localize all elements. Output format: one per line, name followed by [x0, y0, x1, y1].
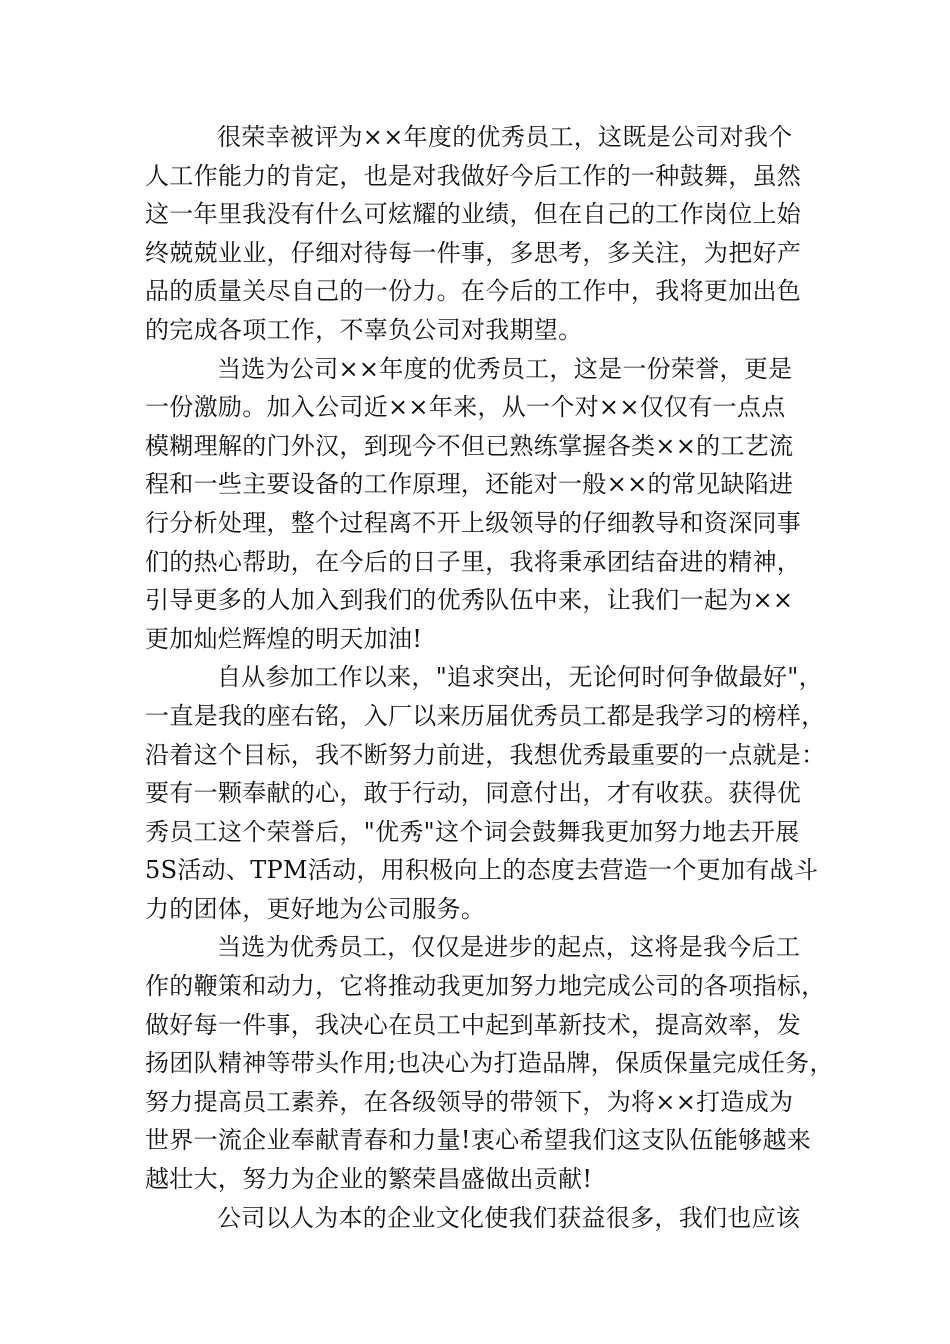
text-line: 一直是我的座右铭，入厂以来历届优秀员工都是我学习的榜样，	[145, 701, 826, 730]
text-line: 行分析处理，整个过程离不开上级领导的仔细教导和资深同事	[145, 508, 802, 537]
text-line: 越壮大，努力为企业的繁荣昌盛做出贡献!	[145, 1165, 593, 1194]
text-line: 力的团体，更好地为公司服务。	[145, 894, 486, 923]
text-line: 做好每一件事，我决心在员工中起到革新技术，提高效率，发	[145, 1010, 802, 1039]
text-line: 引导更多的人加入到我们的优秀队伍中来，让我们一起为××	[145, 586, 794, 615]
text-line: 5S活动、TPM活动，用积极向上的态度去营造一个更加有战斗	[145, 856, 819, 885]
text-line: 程和一些主要设备的工作原理，还能对一般××的常见缺陷进	[145, 470, 794, 499]
text-line: 当选为优秀员工，仅仅是进步的起点，这将是我今后工	[217, 933, 801, 962]
text-line: 沿着这个目标，我不断努力前进，我想优秀最重要的一点就是：	[145, 740, 826, 769]
paragraph-1	[145, 118, 805, 350]
text-line: 努力提高员工素养，在各级领导的带领下，为将××打造成为	[145, 1087, 794, 1116]
text-line: 品的质量关尽自己的一份力。在今后的工作中，我将更加出色	[145, 277, 802, 306]
text-line: 这一年里我没有什么可炫耀的业绩，但在自己的工作岗位上始	[145, 200, 802, 229]
paragraph-2	[145, 350, 805, 659]
paragraph-4	[145, 928, 834, 1198]
text-line: 的完成各项工作，不辜负公司对我期望。	[145, 315, 583, 344]
text-line: 模糊理解的门外汉，到现今不但已熟练掌握各类××的工艺流	[145, 431, 794, 460]
text-line: 当选为公司××年度的优秀员工，这是一份荣誉，更是	[217, 354, 793, 383]
text-line: 人工作能力的肯定，也是对我做好今后工作的一种鼓舞，虽然	[145, 161, 802, 190]
text-line: 作的鞭策和动力，它将推动我更加努力地完成公司的各项指标，	[145, 972, 826, 1001]
text-line: 一份激励。加入公司近××年来，从一个对××仅仅有一点点	[145, 393, 786, 422]
text-line: 很荣幸被评为××年度的优秀员工，这既是公司对我个	[217, 123, 793, 151]
text-line: 公司以人为本的企业文化使我们获益很多，我们也应该	[217, 1203, 801, 1232]
text-line: 自从参加工作以来，"追求突出，无论何时何争做最好"，	[217, 663, 823, 692]
text-line: 终兢兢业业，仔细对待每一件事，多思考，多关注，为把好产	[145, 238, 802, 267]
text-line: 更加灿烂辉煌的明天加油!	[145, 624, 423, 653]
paragraph-3	[145, 658, 826, 928]
paragraph-5	[145, 1199, 805, 1238]
text-line: 扬团队精神等带头作用;也决心为打造品牌，保质保量完成任务，	[145, 1049, 834, 1078]
text-line: 秀员工这个荣誉后，"优秀"这个词会鼓舞我更加努力地去开展	[145, 817, 800, 846]
text-line: 要有一颗奉献的心，敢于行动，同意付出，才有收获。获得优	[145, 779, 802, 808]
text-line: 们的热心帮助，在今后的日子里，我将秉承团结奋进的精神，	[145, 547, 802, 576]
text-line: 世界一流企业奉献青春和力量!衷心希望我们这支队伍能够越来	[145, 1126, 812, 1155]
document-body	[145, 118, 834, 1237]
